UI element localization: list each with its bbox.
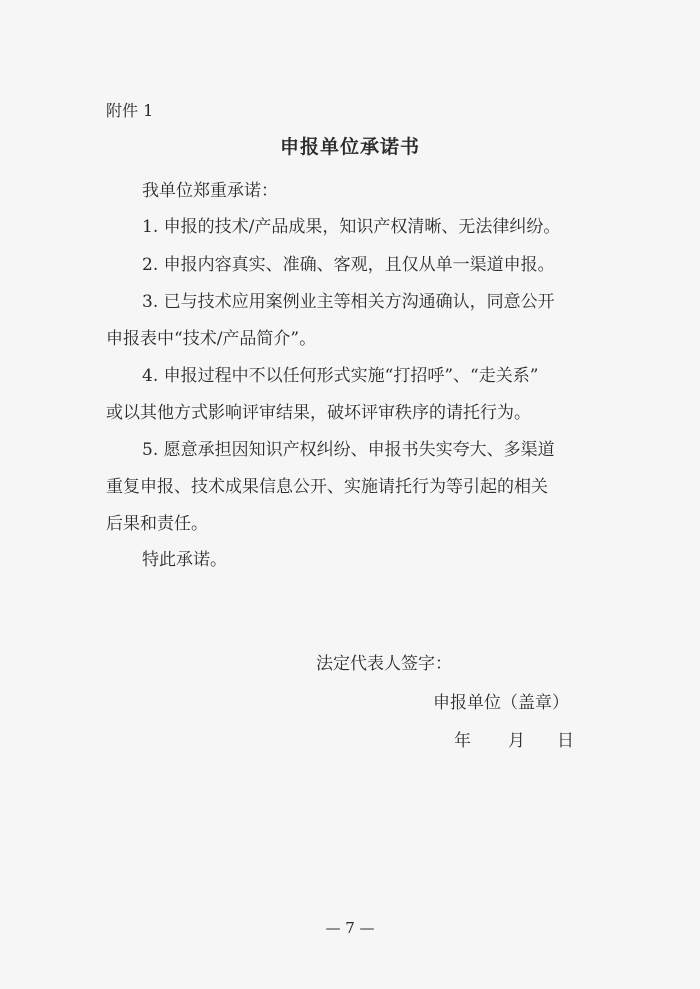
commitment-item-4-line-2: 或以其他方式影响评审结果，破坏评审秩序的请托行为。: [106, 403, 531, 423]
legal-representative-signature-label: 法定代表人签字：: [316, 654, 452, 674]
page-number: — 7 —: [325, 919, 375, 937]
commitment-item-3-line-1: 3. 已与技术应用案例业主等相关方沟通确认，同意公开: [142, 292, 555, 312]
applicant-unit-seal-label: 申报单位（盖章）: [433, 693, 569, 713]
commitment-item-5-line-2: 重复申报、技术成果信息公开、实施请托行为等引起的相关: [106, 477, 548, 497]
closing-statement: 特此承诺。: [142, 550, 227, 570]
commitment-item-2: 2. 申报内容真实、准确、客观，且仅从单一渠道申报。: [142, 255, 555, 275]
intro-paragraph: 我单位郑重承诺：: [142, 181, 278, 201]
date-day-label: 日: [557, 731, 574, 751]
document-title: 申报单位承诺书: [279, 136, 420, 158]
commitment-item-5-line-3: 后果和责任。: [106, 514, 208, 534]
date-year-label: 年: [454, 731, 471, 751]
date-month-label: 月: [508, 731, 525, 751]
commitment-item-5-line-1: 5. 愿意承担因知识产权纠纷、申报书失实夸大、多渠道: [142, 440, 555, 460]
commitment-item-4-line-1: 4. 申报过程中不以任何形式实施“打招呼”、“走关系”: [142, 366, 539, 386]
commitment-item-3-line-2: 申报表中“技术/产品简介”。: [106, 329, 317, 349]
commitment-item-1: 1. 申报的技术/产品成果，知识产权清晰、无法律纠纷。: [142, 217, 561, 237]
attachment-label: 附件 1: [106, 101, 154, 120]
